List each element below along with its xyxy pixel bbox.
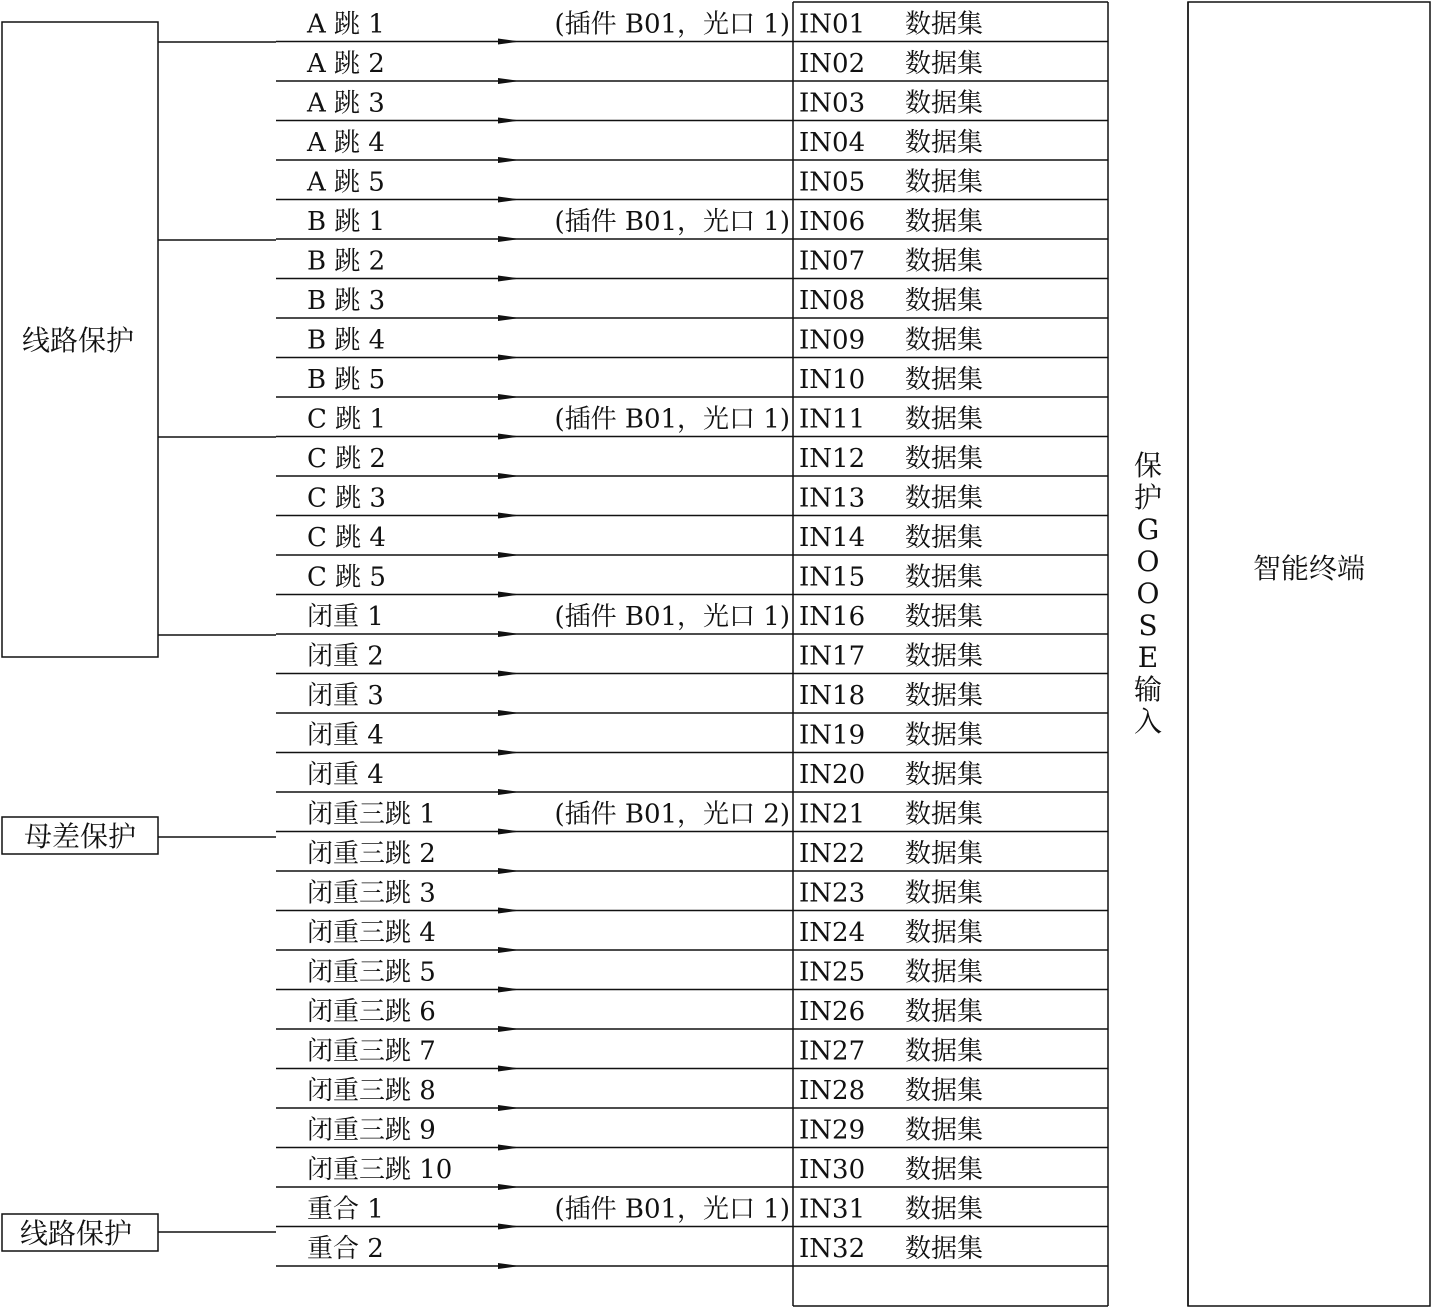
signal-label: B 跳 5 <box>307 365 386 395</box>
dataset-label: 数据集 <box>905 760 984 790</box>
input-id: IN20 <box>799 760 866 790</box>
signal-label: 闭重三跳 8 <box>307 1076 436 1106</box>
port-label: (插件 B01，光口 1) <box>554 602 790 632</box>
dataset-label: 数据集 <box>905 681 984 711</box>
signal-row <box>276 405 1108 437</box>
dataset-label: 数据集 <box>905 128 984 158</box>
input-id: IN14 <box>799 523 866 553</box>
goose-label-char: O <box>1136 545 1160 578</box>
goose-label-char: 入 <box>1133 705 1163 738</box>
signal-row <box>276 128 1108 160</box>
input-id: IN26 <box>799 997 866 1027</box>
input-id: IN29 <box>799 1115 866 1146</box>
dataset-label: 数据集 <box>905 799 984 830</box>
dataset-label: 数据集 <box>905 286 984 316</box>
signal-label: B 跳 2 <box>307 246 386 277</box>
dataset-label: 数据集 <box>905 720 984 751</box>
input-id: IN31 <box>799 1194 866 1225</box>
input-id: IN11 <box>799 404 866 435</box>
signal-row <box>276 760 1108 792</box>
signal-label: B 跳 1 <box>307 207 386 237</box>
signal-row <box>276 168 1108 200</box>
port-label: (插件 B01，光口 1) <box>554 1194 790 1225</box>
signal-row <box>276 563 1108 595</box>
signal-label: 重合 1 <box>307 1194 384 1225</box>
input-id: IN28 <box>799 1076 866 1106</box>
input-id: IN22 <box>799 839 866 869</box>
signal-row <box>276 918 1108 950</box>
dataset-label: 数据集 <box>905 1076 984 1106</box>
signal-row <box>276 1076 1108 1108</box>
dataset-label: 数据集 <box>905 1115 984 1146</box>
dataset-label: 数据集 <box>905 562 984 593</box>
signal-row <box>276 721 1108 753</box>
signal-label: 闭重 4 <box>307 720 384 751</box>
dataset-label: 数据集 <box>905 325 984 356</box>
signal-row <box>276 879 1108 911</box>
source-line-protection-reclose <box>2 1214 158 1251</box>
dataset-label: 数据集 <box>905 839 984 869</box>
signal-label: 闭重三跳 2 <box>307 839 436 869</box>
signal-label: B 跳 4 <box>307 325 386 356</box>
intelligent-terminal-box <box>1188 2 1430 1306</box>
signal-label: A 跳 1 <box>307 9 385 40</box>
signal-label: C 跳 4 <box>307 523 386 553</box>
signal-row <box>276 681 1108 713</box>
goose-input-strip <box>1134 2 1188 1306</box>
dataset-label: 数据集 <box>905 878 984 909</box>
port-label: (插件 B01，光口 1) <box>554 404 790 435</box>
dataset-label: 数据集 <box>905 523 984 553</box>
dataset-label: 数据集 <box>905 957 984 988</box>
signal-row <box>276 839 1108 871</box>
input-id: IN25 <box>799 957 866 988</box>
input-id: IN15 <box>799 562 866 593</box>
input-id: IN07 <box>799 246 866 277</box>
input-id: IN18 <box>799 681 866 711</box>
signal-label: 闭重三跳 9 <box>307 1115 436 1146</box>
dataset-label: 数据集 <box>905 404 984 435</box>
signal-label: 闭重三跳 1 <box>307 799 436 830</box>
goose-label-char: 保 <box>1133 449 1163 482</box>
input-id: IN32 <box>799 1234 866 1264</box>
input-id: IN21 <box>799 799 866 830</box>
signal-row <box>276 642 1108 674</box>
signal-label: 闭重 3 <box>307 681 384 711</box>
signal-row <box>276 49 1108 81</box>
goose-label-char: G <box>1136 513 1160 546</box>
dataset-label: 数据集 <box>905 246 984 277</box>
input-id: IN09 <box>799 325 866 356</box>
input-id: IN06 <box>799 207 866 237</box>
signal-row <box>276 602 1108 634</box>
input-id: IN02 <box>799 49 866 79</box>
signal-row <box>276 247 1108 279</box>
signal-row <box>276 286 1108 318</box>
input-id: IN05 <box>799 167 866 198</box>
input-id: IN27 <box>799 1036 866 1067</box>
signal-label: C 跳 5 <box>307 562 386 593</box>
intelligent-terminal-label: 智能终端 <box>1252 552 1366 585</box>
signal-row <box>276 958 1108 990</box>
input-id: IN13 <box>799 483 866 514</box>
input-id: IN12 <box>799 444 866 474</box>
signal-label: 重合 2 <box>307 1234 384 1264</box>
signal-label: A 跳 2 <box>307 49 385 79</box>
signal-row <box>276 1195 1108 1227</box>
port-label: (插件 B01，光口 2) <box>554 799 790 830</box>
input-id: IN04 <box>799 128 866 158</box>
signal-label: B 跳 3 <box>307 286 386 316</box>
signal-row <box>276 997 1108 1029</box>
dataset-label: 数据集 <box>905 9 984 40</box>
dataset-label: 数据集 <box>905 997 984 1027</box>
input-id: IN08 <box>799 286 866 316</box>
input-id: IN01 <box>799 9 866 40</box>
goose-label-char: E <box>1137 641 1159 674</box>
input-id: IN23 <box>799 878 866 909</box>
dataset-label: 数据集 <box>905 483 984 514</box>
dataset-label: 数据集 <box>905 88 984 119</box>
dataset-label: 数据集 <box>905 1036 984 1067</box>
dataset-label: 数据集 <box>905 207 984 237</box>
dataset-label: 数据集 <box>905 1155 984 1185</box>
goose-label-char: 输 <box>1133 673 1163 706</box>
signal-row <box>276 523 1108 555</box>
source-label-line-protection-main: 线路保护 <box>21 324 135 357</box>
dataset-label: 数据集 <box>905 49 984 79</box>
dataset-label: 数据集 <box>905 365 984 395</box>
signal-label: 闭重 4 <box>307 760 384 790</box>
input-id: IN24 <box>799 918 866 948</box>
dataset-label: 数据集 <box>905 167 984 198</box>
signal-row <box>276 89 1108 121</box>
signal-row <box>276 484 1108 516</box>
goose-input-label <box>1134 449 1162 738</box>
signal-rows <box>276 10 1108 1267</box>
signal-label: C 跳 2 <box>307 444 386 474</box>
goose-label-char: O <box>1136 577 1160 610</box>
signal-label: C 跳 3 <box>307 483 386 514</box>
source-line-protection-main <box>2 22 158 657</box>
dataset-label: 数据集 <box>905 918 984 948</box>
signal-row <box>276 326 1108 358</box>
signal-row <box>276 1155 1108 1187</box>
input-id: IN03 <box>799 88 866 119</box>
goose-label-char: S <box>1138 609 1158 642</box>
input-id: IN16 <box>799 602 866 632</box>
signal-label: 闭重 2 <box>307 641 384 672</box>
input-id: IN30 <box>799 1155 866 1185</box>
signal-label: 闭重三跳 7 <box>307 1036 436 1067</box>
group-feeders <box>158 42 276 1232</box>
port-label: (插件 B01，光口 1) <box>554 9 790 40</box>
goose-label-char: 护 <box>1133 481 1163 514</box>
signal-row <box>276 365 1108 397</box>
signal-row <box>276 1234 1108 1266</box>
source-label-line-protection-reclose: 线路保护 <box>19 1217 133 1250</box>
signal-label: A 跳 4 <box>307 128 385 158</box>
signal-label: C 跳 1 <box>307 404 386 435</box>
input-id: IN10 <box>799 365 866 395</box>
signal-label: 闭重三跳 6 <box>307 997 436 1027</box>
signal-label: A 跳 3 <box>307 88 385 119</box>
signal-row <box>276 207 1108 239</box>
dataset-label: 数据集 <box>905 1234 984 1264</box>
signal-row <box>276 10 1108 42</box>
signal-label: 闭重 1 <box>307 602 384 632</box>
dataset-label: 数据集 <box>905 1194 984 1225</box>
dataset-label: 数据集 <box>905 602 984 632</box>
signal-row <box>276 800 1108 832</box>
signal-label: 闭重三跳 3 <box>307 878 436 909</box>
signal-label: 闭重三跳 4 <box>307 918 436 948</box>
source-label-bus-differential: 母差保护 <box>23 820 137 853</box>
signal-row <box>276 1037 1108 1069</box>
signal-row <box>276 1116 1108 1148</box>
signal-label: 闭重三跳 5 <box>307 957 436 988</box>
port-label: (插件 B01，光口 1) <box>554 207 790 237</box>
source-bus-differential <box>2 817 158 854</box>
dataset-label: 数据集 <box>905 444 984 474</box>
input-id: IN17 <box>799 641 866 672</box>
signal-label: A 跳 5 <box>307 167 385 198</box>
dataset-label: 数据集 <box>905 641 984 672</box>
signal-label: 闭重三跳 10 <box>307 1155 453 1185</box>
signal-row <box>276 444 1108 476</box>
input-id: IN19 <box>799 720 866 751</box>
